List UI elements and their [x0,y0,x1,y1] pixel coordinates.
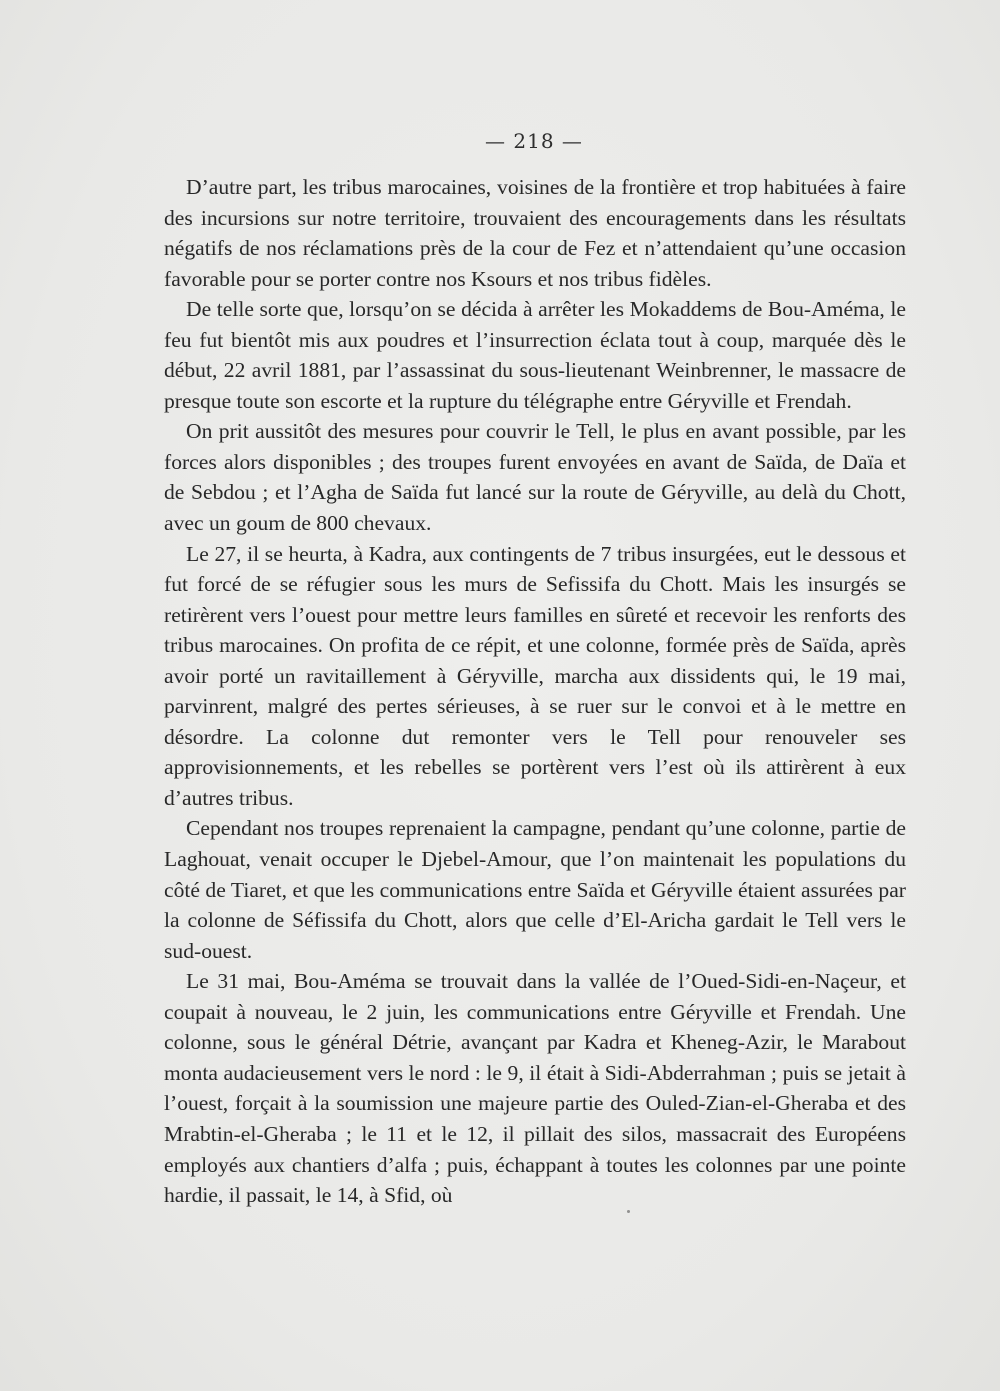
paragraph: De telle sorte que, lorsqu’on se décida à arrêter les Mokaddems de Bou-Améma, le feu fut bientôt mis aux poudres et l’insurrection éclata tout à coup, marquée dès le début, 22 avril 1881, par l’assassinat du sous-lieutenant Weinbrenner, le massacre de presque toute son escorte et la rupture du télégraphe entre Géryville et Frendah. [164,297,906,413]
body-text [164,172,906,1211]
paragraph: Le 31 mai, Bou-Améma se trouvait dans la vallée de l’Oued-Sidi-en-Naçeur, et coupait à nouveau, le 2 juin, les communications entre Géryville et Frendah. Une colonne, sous le général Détrie, avançant par Kadra et Kheneg-Azir, le Marabout monta audacieusement vers le nord : le 9, il était à Sidi-Abderrahman ; puis se jetait à l’ouest, forçait à la soumission une majeure partie des Ouled-Zian-el-Gheraba et des Mrabtin-el-Gheraba ; le 11 et le 12, il pillait des silos, massacrait des Européens employés aux chantiers d’alfa ; puis, échappant à toutes les colonnes par une pointe hardie, il passait, le 14, à Sfid, où [164,969,906,1208]
paragraph: On prit aussitôt des mesures pour couvrir le Tell, le plus en avant possible, par les forces alors disponibles ; des troupes furent envoyées en avant de Saïda, de Daïa et de Sebdou ; et l’Agha de Saïda fut lancé sur la route de Géryville, au delà du Chott, avec un goum de 800 chevaux. [164,419,906,536]
print-speck [627,1210,630,1213]
paragraph: Cependant nos troupes reprenaient la campagne, pendant qu’une colonne, partie de Laghouat, venait occuper le Djebel-Amour, que l’on maintenait les populations du côté de Tiaret, et que les communications entre Saïda et Géryville étaient assurées par la colonne de Séfissifa du Chott, alors que celle d’El-Aricha gardait le Tell vers le sud-ouest. [164,816,906,963]
paragraph: D’autre part, les tribus marocaines, voisines de la frontière et trop habituées à faire des incursions sur notre territoire, trouvaient des encouragements dans les résultats négatifs de nos réclamations près de la cour de Fez et n’attendaient qu’une occasion favorable pour se porter contre nos Ksours et nos tribus fidèles. [164,175,906,291]
page-number: — 218 — [485,129,583,153]
paragraph: Le 27, il se heurta, à Kadra, aux contingents de 7 tribus insurgées, eut le dessous et fut forcé de se réfugier sous les murs de Sefissifa du Chott. Mais les insurgés se retirèrent vers l’ouest pour mettre leurs familles en sûreté et recevoir les renforts des tribus marocaines. On profita de ce répit, et une colonne, formée près de Saïda, après avoir porté un ravitaillement à Géryville, marcha aux dissidents qui, le 19 mai, parvinrent, malgré des pertes sérieuses, à se ruer sur le convoi et à le mettre en désordre. La colonne dut remonter vers le Tell pour renouveler ses approvisionnements, et les rebelles se portèrent vers l’est où ils attirèrent à eux d’autres tribus. [164,541,906,810]
